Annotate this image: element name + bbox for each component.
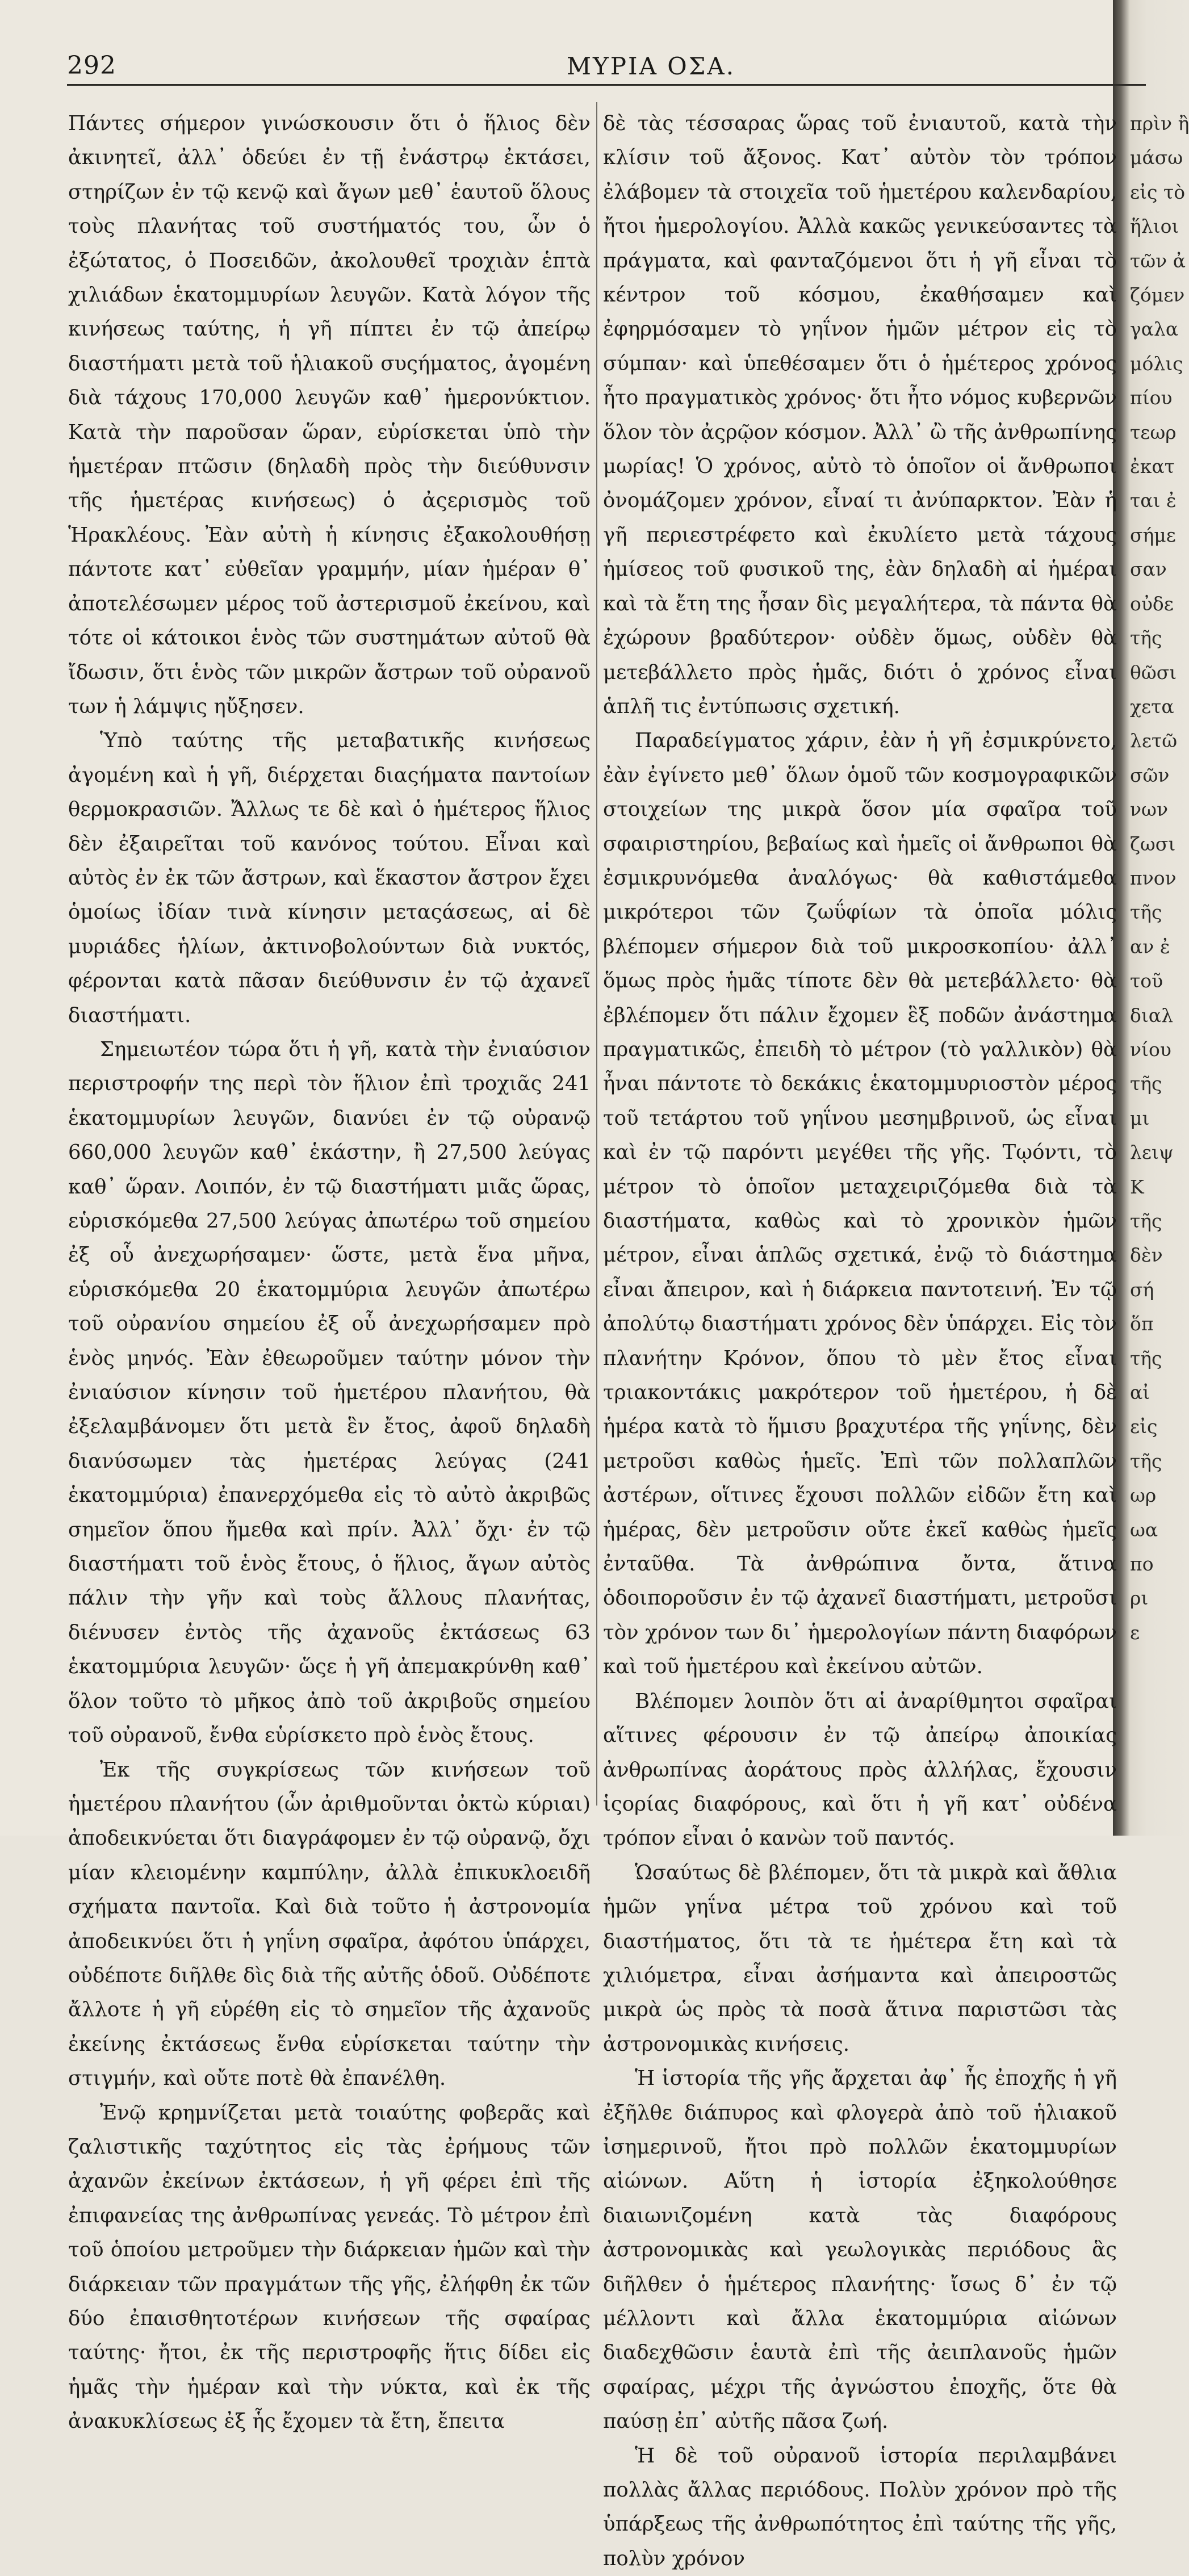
margin-fragment: ζωσι	[1130, 832, 1176, 855]
margin-fragment: σῶν	[1130, 764, 1170, 786]
left-column	[68, 107, 591, 2433]
margin-fragment: διαλ	[1130, 1004, 1174, 1027]
paragraph: Ὑπὸ ταύτης τῆς μεταβατικῆς κινήσεως ἀγομένη καὶ ἡ γῆ, διέρχεται διαςήματα παντοίων θερμοκρασιῶν. Ἄλλως τε δὲ καὶ ὁ ἡμέτερος ἥλιος δὲν ἐξαιρεῖται τοῦ κανόνος τούτου. Εἶναι καὶ αὐτὸς ἐν ἐκ τῶν ἄστρων, καὶ ἕκαστον ἄστρον ἔχει ὁμοίως ἰδίαν τινὰ κίνησιν μεταςάσεως, αἱ δὲ μυριάδες ἡλίων, ἀκτινοβολούντων διὰ νυκτός, φέρονται κατὰ πᾶσαν διεύθυνσιν ἐν τῷ ἀχανεῖ διαστήματι.	[68, 729, 591, 1027]
paragraph: Πάντες σήμερον γινώσκουσιν ὅτι ὁ ἥλιος δὲν ἀκινητεῖ, ἀλλ᾽ ὁδεύει ἐν τῇ ἐνάστρῳ ἐκτάσει, στηρίζων ἐν τῷ κενῷ καὶ ἄγων μεθ᾽ ἑαυτοῦ ὅλους τοὺς πλανήτας τοῦ συστήματός του, ὧν ὁ ἐξώτατος, ὁ Ποσειδῶν, ἀκολουθεῖ τροχιὰν ἑπτὰ χιλιάδων ἑκατομμυρίων λευγῶν. Κατὰ λόγον τῆς κινήσεως ταύτης, ἡ γῆ πίπτει ἐν τῷ ἀπείρῳ διαστήματι μετὰ τοῦ ἡλιακοῦ συςήματος, ἀγομένη διὰ τάχους 170,000 λευγῶν καθ᾽ ἡμερονύκτιον. Κατὰ τὴν παροῦσαν ὥραν, εὑρίσκεται ὑπὸ τὴν ἡμετέραν πτῶσιν (δηλαδὴ πρὸς τὴν διεύθυνσιν τῆς ἡμετέρας κινήσεως) ὁ ἀςερισμὸς τοῦ Ἡρακλέους. Ἐὰν αὐτὴ ἡ κίνησις ἐξακολουθήσῃ πάντοτε κατ᾽ εὐθεῖαν γραμμήν, μίαν ἡμέραν θ᾽ ἀποτελέσωμεν μέρος τοῦ ἀστερισμοῦ ἐκείνου, καὶ τότε οἱ κάτοικοι ἑνὸς τῶν συστημάτων αὐτοῦ θὰ ἴδωσιν, ὅτι ἑνὸς τῶν μικρῶν ἄστρων τοῦ οὐρανοῦ των ἡ λάμψις ηὔξησεν.	[68, 112, 591, 718]
page-header	[67, 34, 1163, 97]
margin-fragment: νίου	[1130, 1038, 1171, 1061]
margin-fragment: πρὶν ἢ	[1130, 112, 1189, 135]
margin-fragment: τῆς	[1130, 1450, 1162, 1472]
facing-page-fragments	[1130, 107, 1187, 1816]
margin-fragment: ζόμεν	[1130, 284, 1185, 307]
column-divider	[596, 102, 597, 1806]
margin-fragment: χετα	[1130, 695, 1174, 718]
paragraph: Βλέπομεν λοιπὸν ὅτι αἱ ἀναρίθμητοι σφαῖραι αἵτινες φέρουσιν ἐν τῷ ἀπείρῳ ἀποικίας ἀνθρωπίνας ἀοράτους πρὸς ἀλλήλας, ἔχουσιν ἱςορίας διαφόρους, καὶ ὅτι ἡ γῆ κατ᾽ οὐδένα τρόπον εἶναι ὁ κανὼν τοῦ παντός.	[603, 1689, 1117, 1850]
margin-fragment: τῆς	[1130, 1210, 1162, 1232]
paragraph: Σημειωτέον τώρα ὅτι ἡ γῆ, κατὰ τὴν ἐνιαύσιον περιστροφήν της περὶ τὸν ἥλιον ἐπὶ τροχιᾶς 241 ἑκατομμυρίων λευγῶν, διανύει ἐν τῷ οὐρανῷ 660,000 λευγῶν καθ᾽ ἑκάστην, ἢ 27,500 λεύγας καθ᾽ ὥραν. Λοιπόν, ἐν τῷ διαστήματι μιᾶς ὥρας, εὑρισκόμεθα 27,500 λεύγας ἀπωτέρω τοῦ σημείου ἐξ οὗ ἀνεχωρήσαμεν· ὥστε, μετὰ ἕνα μῆνα, εὑρισκόμεθα 20 ἑκατομμύρια λευγῶν ἀπωτέρω τοῦ οὐρανίου σημείου ἐξ οὗ ἀνεχωρήσαμεν πρὸ ἑνὸς μηνός. Ἐὰν ἐθεωροῦμεν ταύτην μόνον τὴν ἐνιαύσιον κίνησιν τοῦ ἡμετέρου πλανήτου, θὰ ἐξελαμβάνομεν ὅτι μετὰ ἓν ἔτος, ἀφοῦ δηλαδὴ διανύσωμεν τὰς ἡμετέρας λεύγας (241 ἑκατομμύρια) ἐπανερχόμεθα εἰς τὸ αὐτὸ ἀκριβῶς σημεῖον ὅπου ἤμεθα καὶ πρίν. Ἀλλ᾽ ὄχι· ἐν τῷ διαστήματι τοῦ ἑνὸς ἔτους, ὁ ἥλιος, ἄγων αὐτὸς πάλιν τὴν γῆν καὶ τοὺς ἄλλους πλανήτας, διένυσεν ἐντὸς τῆς ἀχανοῦς ἐκτάσεως 63 ἑκατομμύρια λευγῶν· ὥςε ἡ γῆ ἀπεμακρύνθη καθ᾽ ὅλον τοῦτο τὸ μῆκος ἀπὸ τοῦ ἀκριβοῦς σημείου τοῦ οὐρανοῦ, ἔνθα εὑρίσκετο πρὸ ἑνὸς ἔτους.	[68, 1037, 591, 1748]
margin-fragment: σήμε	[1130, 523, 1176, 546]
margin-fragment: τῶν ἀ	[1130, 249, 1186, 272]
margin-fragment: ρι	[1130, 1587, 1149, 1610]
margin-fragment: ωρ	[1130, 1484, 1157, 1507]
margin-fragment: γαλα	[1130, 318, 1179, 341]
paragraph: Ἡ δὲ τοῦ οὐρανοῦ ἱστορία περιλαμβάνει πολλὰς ἄλλας περιόδους. Πολὺν χρόνον πρὸ τῆς ὑπάρξεως τῆς ἀνθρωπότητος ἐπὶ ταύτης τῆς γῆς, πολὺν χρόνον	[603, 2444, 1117, 2570]
margin-fragment: μόλις	[1130, 352, 1183, 375]
header-rule	[67, 84, 1146, 86]
margin-fragment: τοῦ	[1130, 970, 1163, 992]
margin-fragment: ὅπ	[1130, 1313, 1154, 1335]
margin-fragment: ται ἐ	[1130, 489, 1177, 512]
margin-fragment: τῆς	[1130, 1347, 1162, 1369]
margin-fragment: θῶσι	[1130, 661, 1177, 684]
paragraph: Ὡσαύτως δὲ βλέπομεν, ὅτι τὰ μικρὰ καὶ ἄθλια ἡμῶν γηΐνα μέτρα τοῦ χρόνου καὶ τοῦ διαστήματος, ὅτι τὰ τε ἡμέτερα ἔτη καὶ τὰ χιλιόμετρα, εἶναι ἀσήμαντα καὶ ἀπειροστῶς μικρὰ ὡς πρὸς τὰ ποσὰ ἅτινα παριστῶσι τὰς ἀστρονομικὰς κινήσεις.	[603, 1861, 1117, 2056]
margin-fragment: σή	[1130, 1278, 1154, 1301]
paragraph: δὲ τὰς τέσσαρας ὥρας τοῦ ἐνιαυτοῦ, κατὰ τὴν κλίσιν τοῦ ἄξονος. Κατ᾽ αὐτὸν τὸν τρόπον ἐλάβομεν τὰ στοιχεῖα τοῦ ἡμετέρου καλενδαρίου, ἤτοι ἡμερολογίου. Ἀλλὰ κακῶς γενικεύσαντες τὰ πράγματα, καὶ φανταζόμενοι ὅτι ἡ γῆ εἶναι τὸ κέντρον τοῦ κόσμου, ἐκαθήσαμεν καὶ ἐφηρμόσαμεν τὸ γηΐνον ἡμῶν μέτρον εἰς τὸ σύμπαν· καὶ ὑπεθέσαμεν ὅτι ὁ ἡμέτερος χρόνος ἦτο πραγματικὸς χρόνος· ὅτι ἦτο νόμος κυβερνῶν ὅλον τὸν ἀςρῷον κόσμον. Ἀλλ᾽ ὢ τῆς ἀνθρωπίνης μωρίας! Ὁ χρόνος, αὐτὸ τὸ ὁποῖον οἱ ἄνθρωποι ὀνομάζομεν χρόνον, εἶναί τι ἀνύπαρκτον. Ἐὰν ἡ γῆ περιεστρέφετο καὶ ἐκυλίετο μετὰ τάχους ἡμίσεος τοῦ φυσικοῦ της, ἐὰν δηλαδὴ αἱ ἡμέραι καὶ τὰ ἔτη της ἦσαν δὶς μεγαλήτερα, τὰ πάντα θὰ ἐχώρουν βραδύτερον· οὐδὲν ὅμως, οὐδὲν θὰ μετεβάλλετο πρὸς ἡμᾶς, διότι ὁ χρόνος εἶναι ἁπλῆ τις ἐντύπωσις σχετική.	[603, 112, 1117, 718]
paragraph: Ἐκ τῆς συγκρίσεως τῶν κινήσεων τοῦ ἡμετέρου πλανήτου (ὧν ἀριθμοῦνται ὀκτὼ κύριαι) ἀποδεικνύεται ὅτι διαγράφομεν ἐν τῷ οὐρανῷ, ὄχι μίαν κλειομένην καμπύλην, ἀλλὰ ἐπικυκλοειδῆ σχήματα παντοῖα. Καὶ διὰ τοῦτο ἡ ἀστρονομία ἀποδεικνύει ὅτι ἡ γηΐνη σφαῖρα, ἀφότου ὑπάρχει, οὐδέποτε διῆλθε δὶς διὰ τῆς αὐτῆς ὁδοῦ. Οὐδέποτε ἄλλοτε ἡ γῆ εὑρέθη εἰς τὸ σημεῖον τῆς ἀχανοῦς ἐκείνης ἐκτάσεως ἔνθα εὑρίσκεται ταύτην τὴν στιγμήν, καὶ οὔτε ποτὲ θὰ ἐπανέλθη.	[68, 1758, 591, 2091]
margin-fragment: σαν	[1130, 558, 1167, 581]
paragraph: Ἡ ἱστορία τῆς γῆς ἄρχεται ἀφ᾽ ἧς ἐποχῆς ἡ γῆ ἐξῆλθε διάπυρος καὶ φλογερὰ ἀπὸ τοῦ ἡλιακοῦ ἰσημερινοῦ, ἤτοι πρὸ πολλῶν ἑκατομμυρίων αἰώνων. Αὕτη ἡ ἱστορία ἐξηκολούθησε διαιωνιζομένη κατὰ τὰς διαφόρους ἀστρονομικὰς καὶ γεωλογικὰς περιόδους ἃς διῆλθεν ὁ ἡμέτερος πλανήτης· ἴσως δ᾽ ἐν τῷ μέλλοντι καὶ ἄλλα ἑκατομμύρια αἰώνων διαδεχθῶσιν ἑαυτὰ ἐπὶ τῆς ἀειπλανοῦς ἡμῶν σφαίρας, μέχρι τῆς ἀγνώστου ἐποχῆς, ὅτε θὰ παύσῃ ἐπ᾽ αὐτῆς πᾶσα ζωή.	[603, 2067, 1117, 2433]
margin-fragment: νων	[1130, 798, 1169, 821]
margin-fragment: ωα	[1130, 1518, 1158, 1541]
margin-fragment: ἥλιοι	[1130, 215, 1179, 238]
margin-fragment: μι	[1130, 1107, 1150, 1129]
page-number: 292	[67, 51, 116, 80]
margin-fragment: πνον	[1130, 866, 1177, 889]
margin-fragment: Κ	[1130, 1175, 1144, 1198]
margin-fragment: πίου	[1130, 387, 1173, 409]
margin-fragment: τῆς	[1130, 901, 1162, 924]
margin-fragment: τῆς	[1130, 627, 1162, 650]
margin-fragment: αν ἐ	[1130, 935, 1170, 958]
margin-fragment: τῆς	[1130, 1073, 1162, 1095]
margin-fragment: οὐδε	[1130, 592, 1174, 615]
right-column	[603, 107, 1117, 2570]
margin-fragment: μάσω	[1130, 146, 1183, 169]
paragraph: Ἐνῷ κρημνίζεται μετὰ τοιαύτης φοβερᾶς καὶ ζαλιστικῆς ταχύτητος εἰς τὰς ἐρήμους τῶν ἀχανῶν ἐκείνων ἐκτάσεων, ἡ γῆ φέρει ἐπὶ τῆς ἐπιφανείας της ἀνθρωπίνας γενεάς. Τὸ μέτρον ἐπὶ τοῦ ὁποίου μετροῦμεν τὴν διάρκειαν ἡμῶν καὶ τὴν διάρκειαν τῶν πραγμάτων τῆς γῆς, ἐλήφθη ἐκ τῶν δύο ἐπαισθητοτέρων κινήσεων τῆς σφαίρας ταύτης· ἤτοι, ἐκ τῆς περιστροφῆς ἥτις δίδει εἰς ἡμᾶς τὴν ἡμέραν καὶ τὴν νύκτα, καὶ ἐκ τῆς ἀνακυκλίσεως ἐξ ἧς ἔχομεν τὰ ἔτη, ἔπειτα	[68, 2101, 591, 2433]
margin-fragment: εἰς τὸ	[1130, 181, 1186, 203]
paragraph: Παραδείγματος χάριν, ἐὰν ἡ γῆ ἐσμικρύνετο, ἐὰν ἐγίνετο μεθ᾽ ὅλων ὁμοῦ τῶν κοσμογραφικῶν στοιχείων της μικρὰ ὅσον μία σφαῖρα τοῦ σφαιριστηρίου, βεβαίως καὶ ἡμεῖς οἱ ἄνθρωποι θὰ ἐσμικρυνόμεθα ἀναλόγως· θὰ καθιστάμεθα μικρότεροι τῶν ζωΰφίων τὰ ὁποῖα μόλις βλέπομεν σήμερον διὰ τοῦ μικροσκοπίου· ἀλλ᾽ ὅμως πρὸς ἡμᾶς τίποτε δὲν θὰ μετεβάλλετο· θὰ ἐβλέπομεν ὅτι πάλιν ἔχομεν ἓξ ποδῶν ἀνάστημα πραγματικῶς, ἐπειδὴ τὸ μέτρον (τὸ γαλλικὸν) θὰ ἦναι πάντοτε τὸ δεκάκις ἑκατομμυριοστὸν μέρος τοῦ τετάρτου τοῦ γηΐνου μεσημβρινοῦ, ὡς εἶναι καὶ ἐν τῷ παρόντι μεγέθει τῆς γῆς. Τῳόντι, τὸ μέτρον τὸ ὁποῖον μεταχειριζόμεθα διὰ τὰ διαστήματα, καθὼς καὶ τὸ χρονικὸν ἡμῶν μέτρον, εἶναι ἁπλῶς σχετικά, ἐνῷ τὸ διάστημα εἶναι ἄπειρον, καὶ ἡ διάρκεια παντοτεινή. Ἐν τῷ ἀπολύτῳ διαστήματι χρόνος δὲν ὑπάρχει. Εἰς τὸν πλανήτην Κρόνον, ὅπου τὸ μὲν ἔτος εἶναι τριακοντάκις μακρότερον τοῦ ἡμετέρου, ἡ δὲ ἡμέρα κατὰ τὸ ἥμισυ βραχυτέρα τῆς γηΐνης, δὲν μετροῦσι καθὼς ἡμεῖς. Ἐπὶ τῶν πολλαπλῶν ἀστέρων, οἵτινες ἔχουσι πολλῶν εἰδῶν ἔτη καὶ ἡμέρας, δὲν μετροῦσιν οὔτε ἐκεῖ καθὼς ἡμεῖς ἐνταῦθα. Τὰ ἀνθρώπινα ὄντα, ἅτινα ὁδοιποροῦσιν ἐν τῷ ἀχανεῖ διαστήματι, μετροῦσι τὸν χρόνον των δι᾽ ἡμερολογίων πάντη διαφόρων καὶ τοῦ ἡμετέρου καὶ ἐκείνου αὐτῶν.	[603, 729, 1117, 1679]
margin-fragment: αἰ	[1130, 1381, 1150, 1404]
margin-fragment: λετῶ	[1130, 730, 1178, 752]
margin-fragment: ἐκατ	[1130, 455, 1175, 478]
margin-fragment: εἰς	[1130, 1415, 1158, 1438]
margin-fragment: ε	[1130, 1621, 1140, 1644]
margin-fragment: τεωρ	[1130, 421, 1177, 443]
running-title: ΜΥΡΙΑ ΟΣΑ.	[567, 52, 736, 80]
margin-fragment: λειψ	[1130, 1141, 1174, 1164]
margin-fragment: δὲν	[1130, 1244, 1163, 1267]
margin-fragment: πο	[1130, 1553, 1154, 1576]
